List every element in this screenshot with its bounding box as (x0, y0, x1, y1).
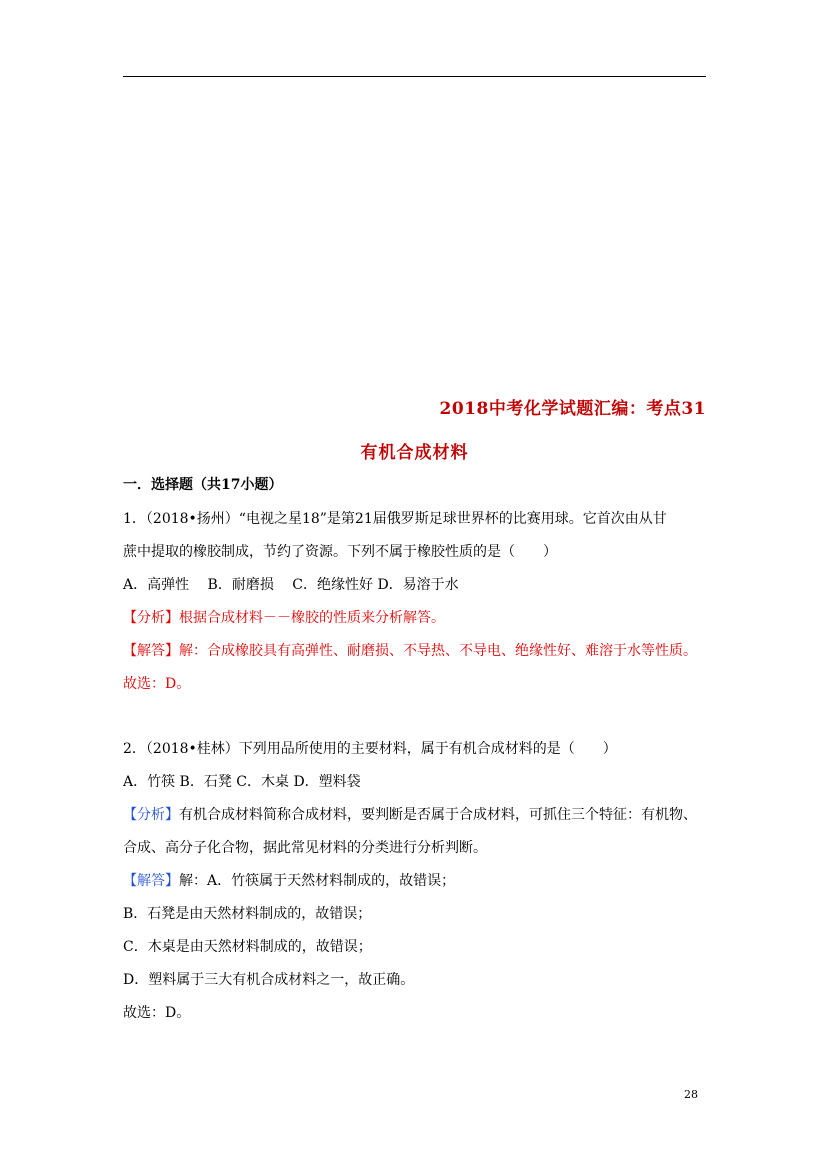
q1-stem-line-1: 1．（2018•扬州）“电视之星18”是第21届俄罗斯足球世界杯的比赛用球。它首次由从甘 (123, 511, 667, 527)
q1-analysis-tag: 【分析】 (123, 610, 179, 626)
header-rule (123, 76, 706, 77)
page-number: 28 (684, 1088, 698, 1101)
q2-analysis-tag: 【分析】 (123, 807, 179, 823)
q1-options: A．高弹性 B．耐磨损 C．绝缘性好 D．易溶于水 (123, 577, 459, 593)
q2-analysis-text-1: 有机合成材料简称合成材料，要判断是否属于合成材料，可抓住三个特征：有机物、 (179, 807, 697, 823)
q2-analysis-line-2: 合成、高分子化合物，据此常见材料的分类进行分析判断。 (123, 840, 487, 856)
q2-answer-b: B．石凳是由天然材料制成的，故错误； (123, 906, 372, 922)
q2-answer-text: 解：A．竹筷属于天然材料制成的，故错误； (179, 873, 456, 889)
q1-choice: 故选：D。 (123, 676, 191, 692)
q1-analysis (123, 609, 713, 627)
q1-answer (123, 642, 713, 660)
q2-answer-tag: 【解答】 (123, 873, 179, 889)
q1-analysis-text: 根据合成材料－－橡胶的性质来分析解答。 (179, 610, 445, 626)
q2-options: A．竹筷 B．石凳 C．木桌 D．塑料袋 (123, 774, 361, 790)
title-line-2: 有机合成材料 (360, 443, 469, 463)
section-heading: 一．选择题（共17小题） (123, 477, 283, 493)
q2-answer (123, 872, 713, 890)
title-line-1: 2018中考化学试题汇编：考点31 (439, 399, 706, 419)
q2-analysis (123, 806, 713, 824)
q2-choice: 故选：D。 (123, 1005, 191, 1021)
q1-stem-line-2: 蔗中提取的橡胶制成，节约了资源。下列不属于橡胶性质的是（ ） (123, 544, 557, 560)
q2-stem: 2．（2018•桂林）下列用品所使用的主要材料，属于有机合成材料的是（ ） (123, 741, 617, 757)
q1-answer-tag: 【解答】 (123, 643, 179, 659)
q2-answer-d: D．塑料属于三大有机合成材料之一，故正确。 (123, 972, 415, 988)
q1-answer-text: 解：合成橡胶具有高弹性、耐磨损、不导热、不导电、绝缘性好、难溶于水等性质。 (179, 643, 697, 659)
q2-answer-c: C．木桌是由天然材料制成的，故错误； (123, 939, 372, 955)
